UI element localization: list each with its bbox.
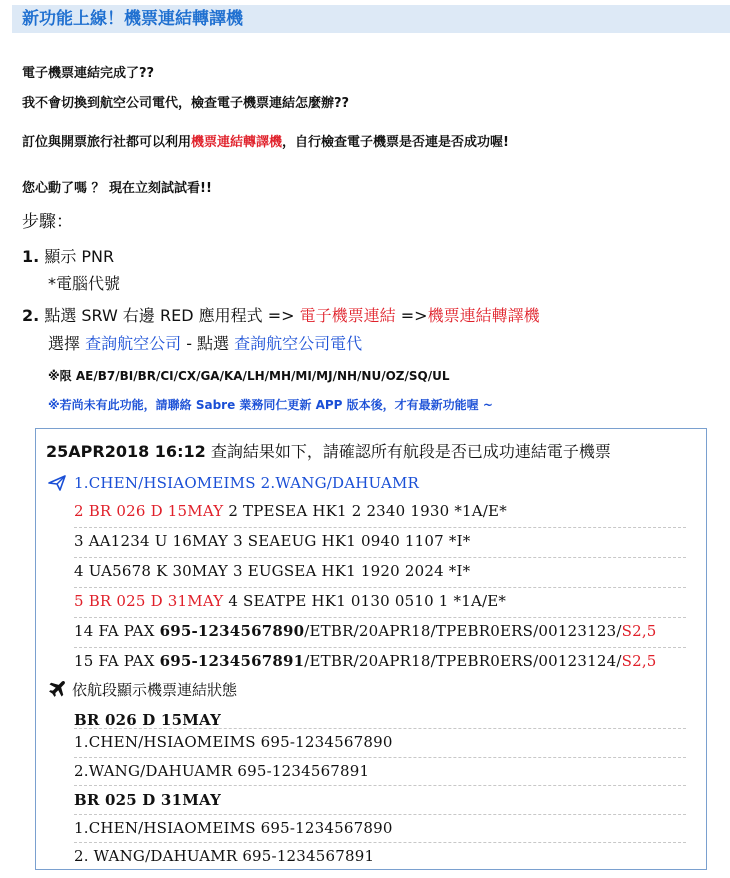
ticket-detail: /ETBR/20APR18/TPEBR0ERS/00123123/ [304, 622, 622, 640]
flight-heading [74, 711, 221, 729]
status-by-segment-title: 依航段顯示機票連結狀態 [72, 681, 238, 699]
eticket-link-highlight: 電子機票連結 [299, 306, 396, 325]
ticket-row [74, 652, 657, 670]
flight-heading [74, 791, 221, 809]
row-divider [74, 647, 686, 648]
intro-line-3 [22, 131, 509, 150]
step-2 [22, 303, 540, 326]
ticket-segments: S2,5 [621, 652, 657, 670]
row-divider [74, 785, 686, 786]
ticket-number: 695-1234567890 [159, 622, 305, 640]
step-2-arrow: => [395, 306, 428, 325]
ticket-segments: S2,5 [621, 622, 657, 640]
flight-heading-text: BR 025 D 31MAY [74, 791, 222, 809]
intro-line-2: 我不會切換到航空公司電代，檢查電子機票連結怎麼辦?? [22, 96, 350, 111]
segment-highlight: 5 BR 025 D 31MAY [74, 592, 224, 610]
step-2-detail [48, 331, 362, 354]
terminal-result-panel [35, 428, 707, 870]
row-divider [74, 557, 686, 558]
row-divider [74, 757, 686, 758]
passenger-ticket-line: 2. WANG/DAHUAMR 695-1234567891 [74, 847, 375, 865]
segment-detail: 4 UA5678 K 30MAY 3 EUGSEA HK1 1920 2024 *I* [74, 562, 471, 580]
flight-heading-text: BR 026 D 15MAY [74, 711, 222, 729]
query-result-message: 查詢結果如下，請確認所有航段是否已成功連結電子機票 [210, 442, 611, 461]
airplane-icon [46, 679, 68, 699]
update-app-note: ※若尚未有此功能，請聯絡 Sabre 業務同仁更新 APP 版本後，才有最新功能喔 ~ [48, 398, 493, 412]
row-divider [74, 587, 686, 588]
step-1 [22, 244, 114, 267]
passenger-ticket-line: 2.WANG/DAHUAMR 695-1234567891 [74, 762, 370, 780]
intro-line-1: 電子機票連結完成了?? [22, 66, 155, 81]
translator-app-highlight: 機票連結轉譯機 [427, 306, 540, 325]
ticket-detail: /ETBR/20APR18/TPEBR0ERS/00123124/ [304, 652, 622, 670]
step-1-text: 顯示 PNR [44, 247, 115, 266]
segment-highlight: 2 BR 026 D 15MAY [74, 502, 224, 520]
row-divider [74, 814, 686, 815]
airline-limit-note: ※限 AE/B7/BI/BR/CI/CX/GA/KA/LH/MH/MI/MJ/NH/NU/OZ/SQ/UL [48, 369, 450, 383]
row-divider [74, 617, 686, 618]
intro-line-4: 您心動了嗎 ？ 現在立刻試試看!! [22, 181, 212, 196]
query-airline-option: 查詢航空公司 [85, 334, 182, 353]
page-banner-title: 新功能上線！機票連結轉譯機 [12, 5, 730, 33]
ticket-row [74, 622, 657, 640]
segment-row [74, 502, 507, 520]
passenger-names-line: 1.CHEN/HSIAOMEIMS 2.WANG/DAHUAMR [74, 474, 420, 492]
panel-header [46, 439, 611, 462]
step-2-detail-prefix: 選擇 [48, 334, 86, 353]
row-divider [74, 728, 686, 729]
step-2-text: 點選 SRW 右邊 RED 應用程式 => [44, 306, 300, 325]
segment-row [74, 562, 470, 580]
segment-detail: 2 TPESEA HK1 2 2340 1930 *1A/E* [223, 502, 507, 520]
segment-detail: 4 SEATPE HK1 0130 0510 1 *1A/E* [223, 592, 507, 610]
segment-detail: 3 AA1234 U 16MAY 3 SEAEUG HK1 0940 1107 *I* [74, 532, 471, 550]
paper-plane-icon [48, 475, 66, 491]
ticket-prefix: 15 FA PAX [74, 652, 160, 670]
passenger-ticket-line: 1.CHEN/HSIAOMEIMS 695-1234567890 [74, 819, 393, 837]
segment-row [74, 592, 506, 610]
step-1-number: 1. [22, 247, 40, 266]
passenger-ticket-line: 1.CHEN/HSIAOMEIMS 695-1234567890 [74, 733, 393, 751]
step-2-detail-mid: - 點選 [181, 334, 235, 353]
query-timestamp: 25APR2018 16:12 [46, 442, 206, 461]
intro-line-3-suffix: ，自行檢查電子機票是否連是否成功喔! [282, 135, 509, 150]
row-divider [74, 527, 686, 528]
intro-line-3-prefix: 訂位與開票旅行社都可以利用 [22, 135, 192, 150]
step-2-number: 2. [22, 306, 40, 325]
ticket-prefix: 14 FA PAX [74, 622, 160, 640]
row-divider [74, 842, 686, 843]
step-1-subnote: *電腦代號 [48, 274, 121, 293]
segment-row [74, 532, 470, 550]
steps-heading: 步驟： [22, 212, 73, 232]
ticket-number: 695-1234567891 [159, 652, 305, 670]
query-airline-phone-option: 查詢航空公司電代 [234, 334, 363, 353]
translator-name-highlight: 機票連結轉譯機 [191, 135, 283, 150]
